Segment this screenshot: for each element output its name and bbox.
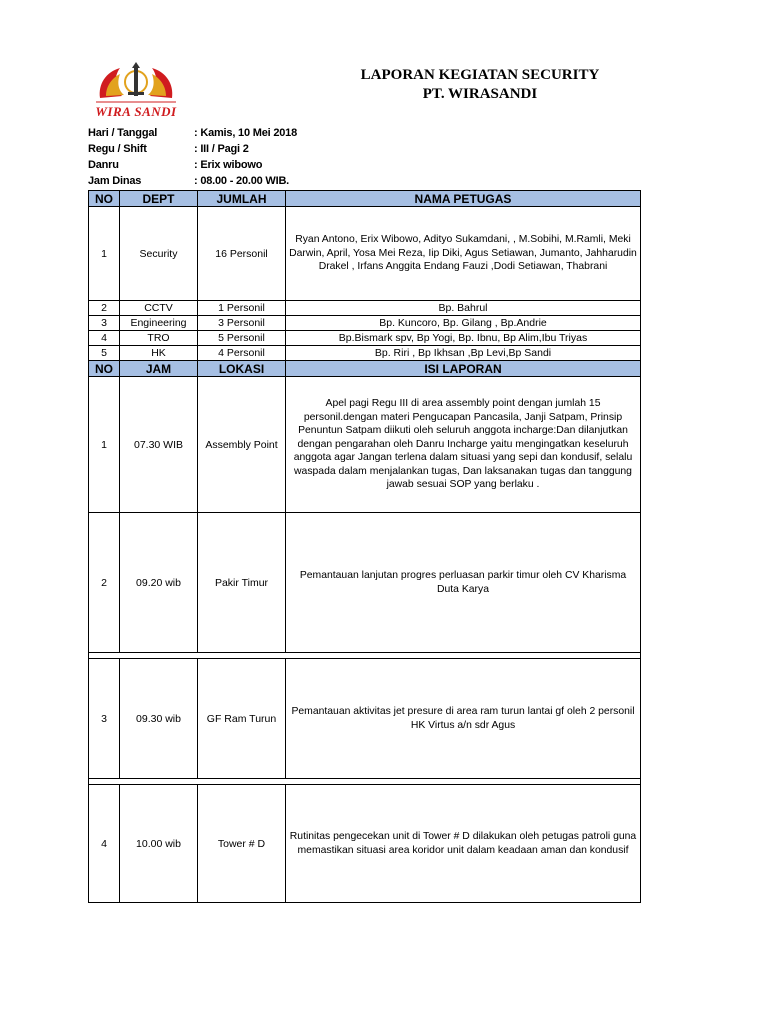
info-value: : Erix wibowo: [194, 159, 263, 171]
header-jam: JAM: [120, 361, 198, 377]
cell-isi: Pemantauan aktivitas jet presure di area ram turun lantai gf oleh 2 personil HK Virtus a/n sdr Agus: [286, 659, 641, 779]
table-row: [89, 316, 641, 331]
report-title: LAPORAN KEGIATAN SECURITY: [360, 67, 600, 83]
logo-text: WIRA SANDI: [95, 104, 177, 119]
cell-nama: Bp.Bismark spv, Bp Yogi, Bp. Ibnu, Bp Alim,Ibu Triyas: [286, 331, 641, 346]
table-row: [89, 207, 641, 301]
header-lokasi: LOKASI: [198, 361, 286, 377]
header-no: NO: [89, 361, 120, 377]
header-jumlah: JUMLAH: [198, 191, 286, 207]
header-no: NO: [89, 191, 120, 207]
cell-dept: Engineering: [120, 316, 198, 331]
cell-no: 3: [89, 659, 120, 779]
cell-no: 4: [89, 331, 120, 346]
cell-jumlah: 16 Personil: [198, 207, 286, 301]
wirasandi-logo: [88, 62, 184, 120]
cell-jumlah: 1 Personil: [198, 301, 286, 316]
cell-jumlah: 3 Personil: [198, 316, 286, 331]
cell-jam: 09.30 wib: [120, 659, 198, 779]
cell-lokasi: GF Ram Turun: [198, 659, 286, 779]
company-title: PT. WIRASANDI: [422, 86, 538, 102]
cell-dept: TRO: [120, 331, 198, 346]
header-isi: ISI LAPORAN: [286, 361, 641, 377]
cell-isi: Apel pagi Regu III di area assembly point dengan jumlah 15 personil.dengan materi Pengucapan Pancasila, Janji Satpam, Prinsip Penuntun Satpam diikuti oleh seluruh anggota incharge:Dan dilanjutkan dengan pengarahan oleh Danru Incharge yaitu mengingatkan keseluruh anggota agar Jangan terlena dalam situasi yang sepi dan kondusif, selalu waspada dalam menjalankan tugas, Dan laksanakan tugas dan tanggung jawab sesuai SOP yang berlaku .: [286, 377, 641, 513]
table-row: [89, 513, 641, 653]
table-row: [89, 331, 641, 346]
table-row: [89, 377, 641, 513]
info-value: : Kamis, 10 Mei 2018: [194, 127, 298, 139]
cell-lokasi: Pakir Timur: [198, 513, 286, 653]
cell-no: 4: [89, 785, 120, 903]
report-header-row: [89, 361, 641, 377]
cell-no: 2: [89, 513, 120, 653]
table-row: [89, 659, 641, 779]
header-dept: DEPT: [120, 191, 198, 207]
info-value: : 08.00 - 20.00 WIB.: [194, 175, 290, 187]
personnel-table: [88, 190, 641, 903]
cell-jumlah: 5 Personil: [198, 331, 286, 346]
cell-jam: 10.00 wib: [120, 785, 198, 903]
personnel-header-row: [89, 191, 641, 207]
cell-isi: Rutinitas pengecekan unit di Tower # D dilakukan oleh petugas patroli guna memastikan situasi area koridor unit dalam keadaan aman dan kondusif: [286, 785, 641, 903]
cell-isi: Pemantauan lanjutan progres perluasan parkir timur oleh CV Kharisma Duta Karya: [286, 513, 641, 653]
cell-dept: Security: [120, 207, 198, 301]
info-label: Regu / Shift: [88, 143, 147, 155]
cell-lokasi: Assembly Point: [198, 377, 286, 513]
cell-no: 1: [89, 377, 120, 513]
table-row: [89, 785, 641, 903]
cell-nama: Bp. Kuncoro, Bp. Gilang , Bp.Andrie: [286, 316, 641, 331]
info-label: Danru: [88, 159, 119, 171]
cell-nama: Ryan Antono, Erix Wibowo, Adityo Sukamdani, , M.Sobihi, M.Ramli, Meki Darwin, April, Yosa Mei Reza, Iip Diki, Agus Setiawan, Jumanto, Jahharudin Drakel , Irfans Anggita Endang Fauzi ,Dodi Setiawan, Thabrani: [286, 207, 641, 301]
cell-jam: 07.30 WIB: [120, 377, 198, 513]
cell-no: 3: [89, 316, 120, 331]
table-row: [89, 346, 641, 361]
cell-jam: 09.20 wib: [120, 513, 198, 653]
header-nama: NAMA PETUGAS: [286, 191, 641, 207]
cell-dept: CCTV: [120, 301, 198, 316]
table-row: [89, 301, 641, 316]
cell-jumlah: 4 Personil: [198, 346, 286, 361]
info-value: : III / Pagi 2: [194, 143, 249, 155]
cell-dept: HK: [120, 346, 198, 361]
cell-no: 5: [89, 346, 120, 361]
cell-nama: Bp. Riri , Bp Ikhsan ,Bp Levi,Bp Sandi: [286, 346, 641, 361]
cell-no: 1: [89, 207, 120, 301]
info-label: Jam Dinas: [88, 175, 142, 187]
info-label: Hari / Tanggal: [88, 127, 158, 139]
cell-lokasi: Tower # D: [198, 785, 286, 903]
cell-no: 2: [89, 301, 120, 316]
cell-nama: Bp. Bahrul: [286, 301, 641, 316]
